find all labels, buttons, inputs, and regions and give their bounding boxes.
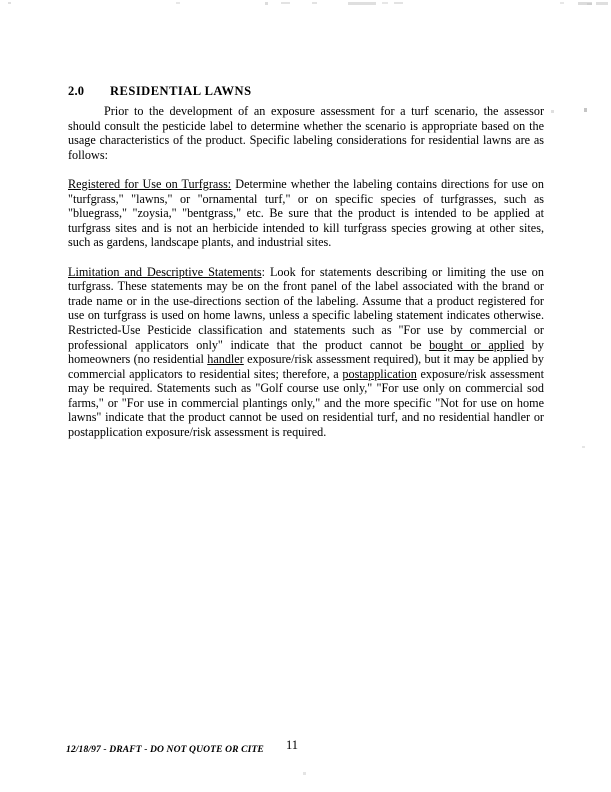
scan-speck [176, 2, 180, 4]
scan-speck [8, 2, 11, 4]
emphasis-handler: handler [207, 352, 244, 367]
registered-body: Determine whether the labeling contains directions for use on "turfgrass," "lawns," or "ornamental turf," or on specific species of turfgrasses, such as "bluegrass," "zoysia," "bentgrass," etc. Be sure that the product is intended to be applied at turfgrass sites and is not an herbicide intended to kill turfgrass species growing at other sites, such as gardens, landscape plants, and industrial sites. [68, 176, 544, 250]
section-number: 2.0 [68, 84, 85, 99]
registered-heading: Registered for Use on Turfgrass: [68, 176, 232, 191]
scan-speck [303, 772, 306, 775]
scan-speck [281, 2, 290, 4]
document-body [68, 104, 544, 440]
scan-speck [587, 3, 592, 5]
limitation-heading: Limitation and Descriptive Statements [68, 264, 262, 279]
scan-speck [596, 2, 608, 5]
paragraph-registered-for-use [68, 177, 544, 250]
scan-speck [560, 2, 564, 4]
scan-speck [348, 2, 376, 5]
emphasis-postapplication: postapplication [342, 366, 417, 381]
emphasis-bought-or-applied: bought or applied [429, 337, 525, 352]
limitation-text-part-4: exposure/risk assessment may be required. Statements such as "Golf course use only," "For use only on commercial sod farms," or "For use in commercial plantings only," and the more specific "Not for use on home lawns" indicate that the product cannot be used on residential turf, and no residential handler or postapplication exposure/risk assessment is required. [68, 366, 544, 440]
scan-speck [551, 110, 554, 113]
paragraph-intro: Prior to the development of an exposure assessment for a turf scenario, the assessor should consult the pesticide label to determine whether the scenario is appropriate based on the usage characteristics of the product. Specific labeling considerations for residential lawns are as follows: [68, 104, 544, 162]
scan-speck [312, 2, 317, 4]
page-number: 11 [286, 738, 299, 752]
scan-speck [394, 2, 403, 4]
limitation-text-part-1: : Look for statements describing or limiting the use on turfgrass. These statements may be on the front panel of the label associated with the brand or trade name or in the use-directions section of the labeling. Assume that a product registered for use on turfgrass is used on home lawns, unless a specific labeling statement indicates otherwise. Restricted-Use Pesticide classification and statements such as "For use by commercial or professional applicators only" indicate that the product cannot be [68, 264, 544, 352]
scan-speck [584, 108, 587, 112]
scan-speck [582, 446, 585, 448]
footer-draft-notice: 12/18/97 - DRAFT - DO NOT QUOTE OR CITE [66, 744, 264, 755]
scan-noise-top [0, 0, 611, 8]
paragraph-limitation-statements [68, 265, 544, 440]
section-title: RESIDENTIAL LAWNS [110, 84, 252, 99]
scan-speck [578, 2, 592, 5]
limitation-text-part-3: exposure/risk assessment required), but it may be applied by commercial applicators to residential sites; therefore, a [68, 352, 544, 381]
scan-speck [382, 2, 388, 4]
scan-speck [265, 2, 268, 5]
section-heading [68, 84, 548, 99]
limitation-text-part-2: by homeowners (no residential [68, 337, 544, 367]
